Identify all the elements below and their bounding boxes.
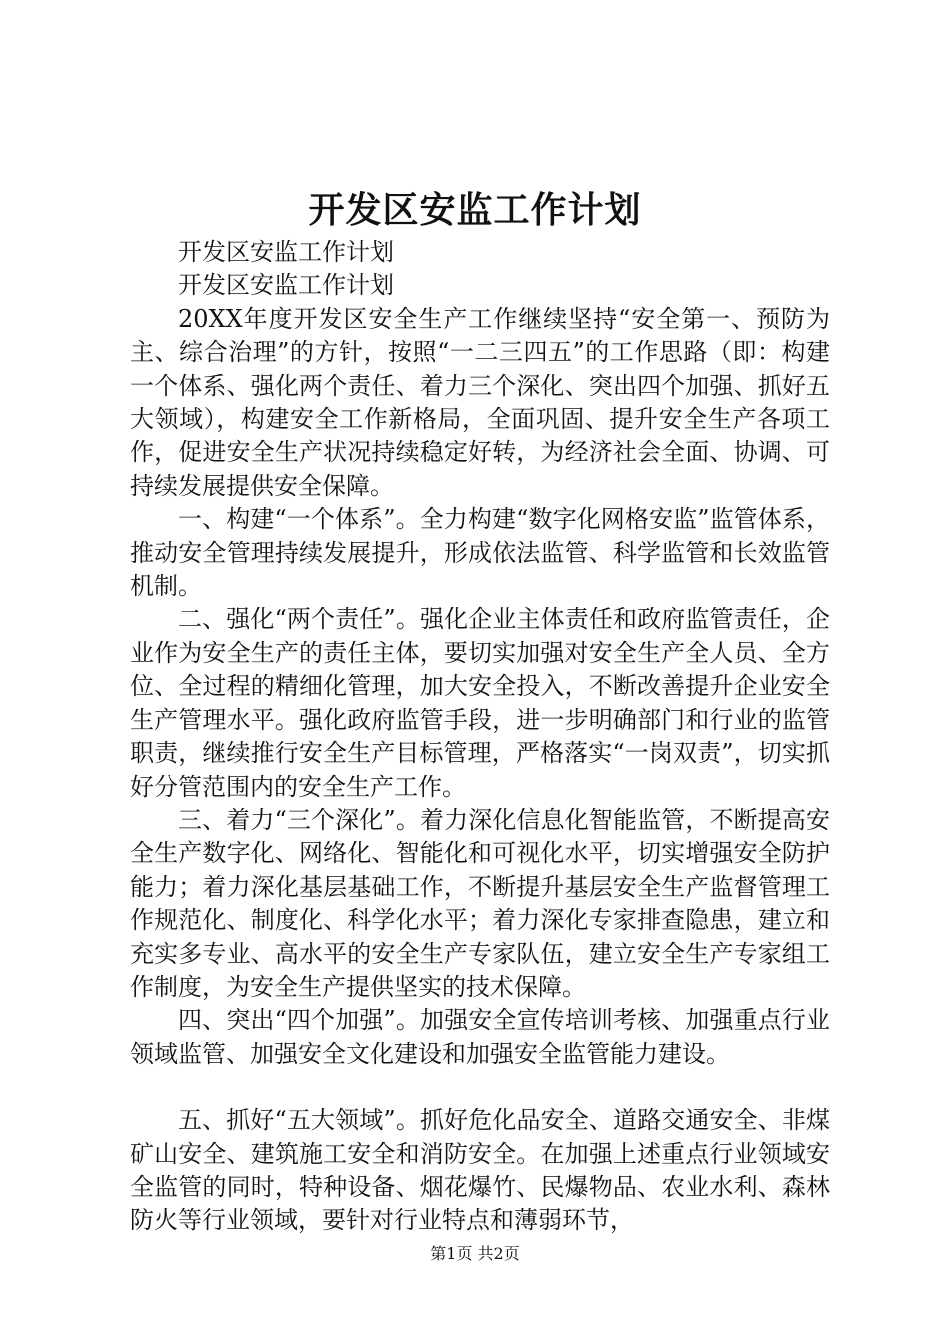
paragraph-section-2: 二、强化“两个责任”。强化企业主体责任和政府监管责任，企业作为安全生产的责任主体，要切实加强对安全生产全人员、全方位、全过程的精细化管理，加大安全投入，不断改善提升企业安全生产管理水平。强化政府监管手段，进一步明确部门和行业的监管职责，继续推行安全生产目标管理，严格落实“一岗双责”，切实抓好分管范围内的安全生产工作。 bbox=[130, 605, 830, 801]
document-body bbox=[130, 236, 830, 1238]
paragraph-section-3: 三、着力“三个深化”。着力深化信息化智能监管，不断提高安全生产数字化、网络化、智能化和可视化水平，切实增强安全防护能力；着力深化基层基础工作，不断提升基层安全生产监督管理工作规范化、制度化、科学化水平；着力深化专家排查隐患，建立和充实多专业、高水平的安全生产专家队伍，建立安全生产专家组工作制度，为安全生产提供坚实的技术保障。 bbox=[130, 805, 830, 1001]
paragraph-section-1: 一、构建“一个体系”。全力构建“数字化网格安监”监管体系，推动安全管理持续发展提升，形成依法监管、科学监管和长效监管机制。 bbox=[130, 505, 830, 601]
page-footer: 第1页 共2页 bbox=[430, 1244, 520, 1263]
paragraph-subtitle-2: 开发区安监工作计划 bbox=[178, 271, 394, 300]
paragraph-subtitle-1: 开发区安监工作计划 bbox=[178, 238, 394, 266]
paragraph-intro: 20XX年度开发区安全生产工作继续坚持“安全第一、预防为主、综合治理”的方针，按照“一二三四五”的工作思路（即：构建一个体系、强化两个责任、着力三个深化、突出四个加强、抓好五大领域），构建安全工作新格局，全面巩固、提升安全生产各项工作，促进安全生产状况持续稳定好转，为经济社会全面、协调、可持续发展提供安全保障。 bbox=[130, 304, 830, 500]
paragraph-section-4: 四、突出“四个加强”。加强安全宣传培训考核、加强重点行业领域监管、加强安全文化建设和加强安全监管能力建设。 bbox=[130, 1006, 830, 1068]
page-title: 开发区安监工作计划 bbox=[308, 189, 642, 231]
paragraph-section-5: 五、抓好“五大领域”。抓好危化品安全、道路交通安全、非煤矿山安全、建筑施工安全和消防安全。在加强上述重点行业领域安全监管的同时，特种设备、烟花爆竹、民爆物品、农业水利、森林防火等行业领域，要针对行业特点和薄弱环节， bbox=[130, 1106, 830, 1235]
